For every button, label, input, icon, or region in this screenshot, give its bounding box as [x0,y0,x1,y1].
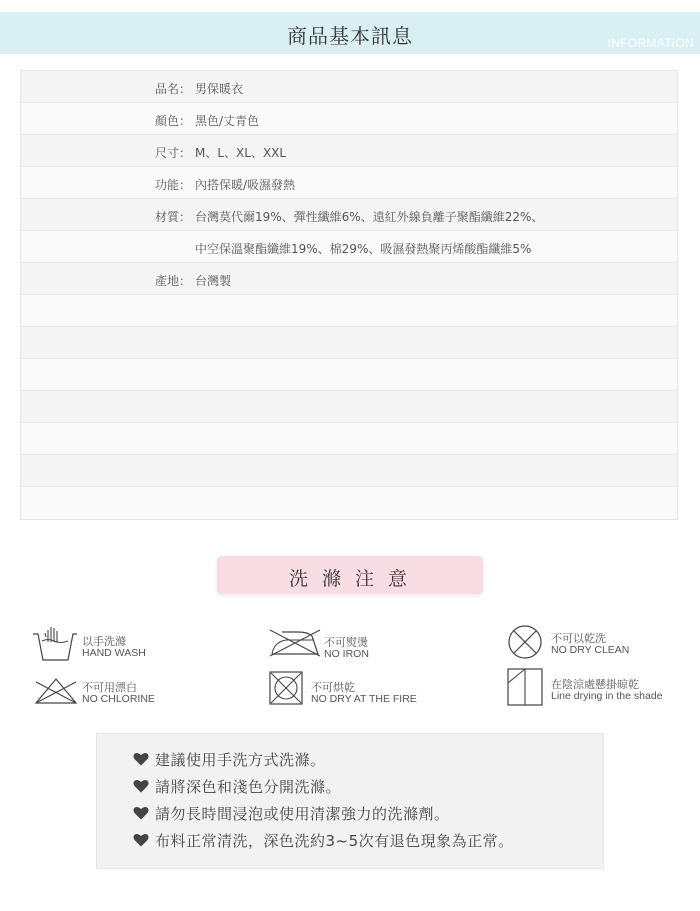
info-value: 男保暖衣 [195,82,244,96]
info-row-empty [21,391,677,423]
info-row-empty [21,295,677,327]
info-label: 顏色： [154,114,191,128]
heart-icon [133,833,149,847]
info-row-material [21,199,677,231]
care-item-no-iron [268,628,408,662]
info-value: 中空保溫聚酯纖維19%、棉29%、吸濕發熱聚丙烯酸酯纖維5% [195,242,532,256]
hand-wash-icon [30,622,80,662]
info-header-bar [0,12,700,54]
care-zh-label: 不可以乾洗 [551,632,606,645]
care-zh-label: 以手洗滌 [82,635,126,648]
wash-notes-box [96,733,604,869]
care-zh-label: 不可熨燙 [324,636,368,649]
care-item-no-dry-clean [506,624,666,660]
info-subtitle: INFORMATION [607,36,694,50]
info-title: 商品基本訊息 [287,24,413,48]
no-chlorine-icon [32,676,80,706]
info-row-empty [21,327,677,359]
info-row-empty [21,487,677,519]
info-label: 產地： [154,274,191,288]
no-dry-clean-icon [506,624,544,660]
info-label: 尺寸： [154,146,191,160]
care-title-pill [217,556,483,594]
info-value: 黑色/丈青色 [195,114,260,128]
product-info-table [20,70,678,520]
care-en-label: NO DRY AT THE FIRE [311,693,417,705]
no-tumble-dry-icon [268,670,304,706]
care-en-label: HAND WASH [82,647,146,659]
note-text: 布料正常清洗，深色洗約3~5次有退色現象為正常。 [155,832,514,850]
info-label: 材質： [154,210,191,224]
care-item-hand-wash [30,622,170,664]
info-label: 品名： [154,82,191,96]
info-row-color [21,103,677,135]
heart-icon [133,752,149,766]
info-value: M、L、XL、XXL [195,146,287,160]
care-title: 洗 滌 注 意 [288,568,412,590]
care-item-no-chlorine [32,676,172,708]
info-row-function [21,167,677,199]
care-zh-label: 在陰涼處懸掛晾乾 [551,678,639,691]
line-dry-shade-icon [506,667,544,707]
care-en-label: NO DRY CLEAN [551,644,630,656]
info-row-material-cont [21,231,677,263]
care-zh-label: 不可烘乾 [311,681,355,694]
info-row-empty [21,423,677,455]
info-row-name [21,71,677,103]
note-text: 建議使用手洗方式洗滌。 [155,751,326,769]
info-row-size [21,135,677,167]
care-en-label: Line drying in the shade [551,690,663,702]
care-item-line-dry-shade [506,667,676,707]
note-text: 請將深色和淺色分開洗滌。 [155,778,342,796]
heart-icon [133,806,149,820]
no-iron-icon [268,628,322,658]
info-value: 內搭保暖/吸濕發熱 [195,178,296,192]
care-item-no-tumble-dry [268,670,428,706]
info-row-empty [21,359,677,391]
info-value: 台灣莫代爾19%、彈性纖維6%、遠紅外線負離子聚酯纖維22%、 [195,210,544,224]
info-label: 功能： [154,178,191,192]
care-en-label: NO CHLORINE [82,693,155,705]
care-en-label: NO IRON [324,648,369,660]
info-value: 台灣製 [195,274,232,288]
heart-icon [133,779,149,793]
note-text: 請勿長時間浸泡或使用清潔強力的洗滌劑。 [155,805,450,823]
info-row-origin [21,263,677,295]
care-zh-label: 不可用漂白 [82,681,137,694]
info-row-empty [21,455,677,487]
